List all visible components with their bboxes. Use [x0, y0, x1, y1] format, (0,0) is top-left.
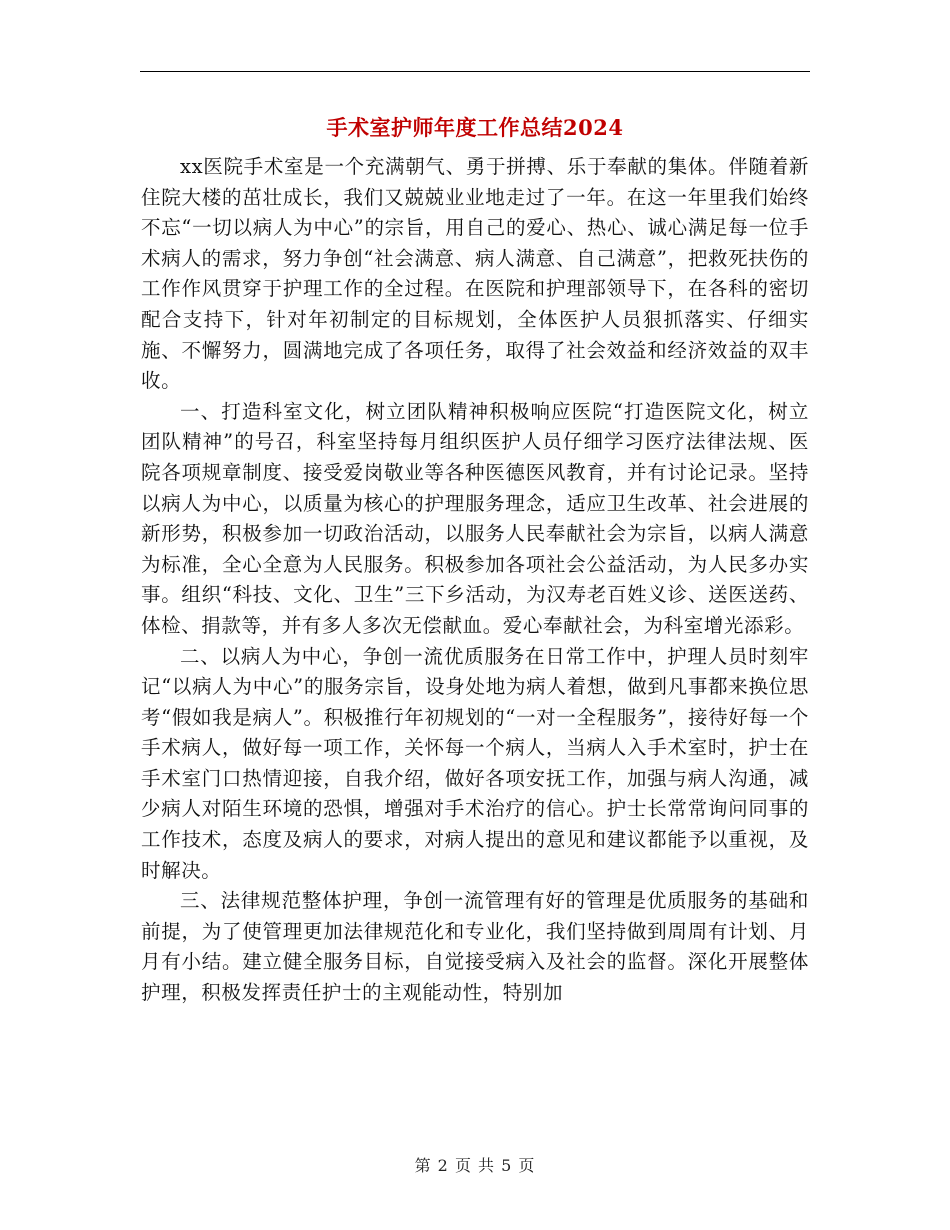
paragraph-section-2: 二、以病人为中心，争创一流优质服务在日常工作中，护理人员时刻牢记“以病人为中心”的服务宗旨，设身处地为病人着想，做到凡事都来换位思考“假如我是病人”。积极推行年初规划的“一对一全程服务”，接待好每一个手术病人，做好每一项工作，关怀每一个病人，当病人入手术室时，护士在手术室门口热情迎接，自我介绍，做好各项安抚工作，加强与病人沟通，减少病人对陌生环境的恐惧，增强对手术治疗的信心。护士长常常询问同事的工作技术，态度及病人的要求，对病人提出的意见和建议都能予以重视，及时解决。 — [141, 644, 809, 882]
paragraph-section-1: 一、打造科室文化，树立团队精神积极响应医院“打造医院文化，树立团队精神”的号召，科室坚持每月组织医护人员仔细学习医疗法律法规、医院各项规章制度、接受爱岗敬业等各种医德医风教育，并有讨论记录。坚持以病人为中心，以质量为核心的护理服务理念，适应卫生改革、社会进展的新形势，积极参加一切政治活动，以服务人民奉献社会为宗旨，以病人满意为标准，全心全意为人民服务。积极参加各项社会公益活动，为人民多办实事。组织“科技、文化、卫生”三下乡活动，为汉寿老百姓义诊、送医送药、体检、捐款等，并有多人多次无偿献血。爱心奉献社会，为科室增光添彩。 — [141, 399, 809, 637]
paragraph-section-3: 三、法律规范整体护理，争创一流管理有好的管理是优质服务的基础和前提，为了使管理更加法律规范化和专业化，我们坚持做到周周有计划、月月有小结。建立健全服务目标，自觉接受病入及社会的监督。深化开展整体护理，积极发挥责任护士的主观能动性，特别加 — [141, 889, 809, 1005]
paragraph-intro: xx医院手术室是一个充满朝气、勇于拼搏、乐于奉献的集体。伴随着新住院大楼的茁壮成长，我们又兢兢业业地走过了一年。在这一年里我们始终不忘“一切以病人为中心”的宗旨，用自己的爱心、热心、诚心满足每一位手术病人的需求，努力争创“社会满意、病人满意、自己满意”，把救死扶伤的工作作风贯穿于护理工作的全过程。在医院和护理部领导下，在各科的密切配合支持下，针对年初制定的目标规划，全体医护人员狠抓落实、仔细实施、不懈努力，圆满地完成了各项任务，取得了社会效益和经济效益的双丰收。 — [141, 155, 809, 393]
document-body — [141, 152, 809, 1009]
header-rule — [140, 71, 810, 72]
document-title: 手术室护师年度工作总结2024 — [326, 115, 624, 140]
page-number-footer: 第 2 页 共 5 页 — [414, 1156, 536, 1175]
